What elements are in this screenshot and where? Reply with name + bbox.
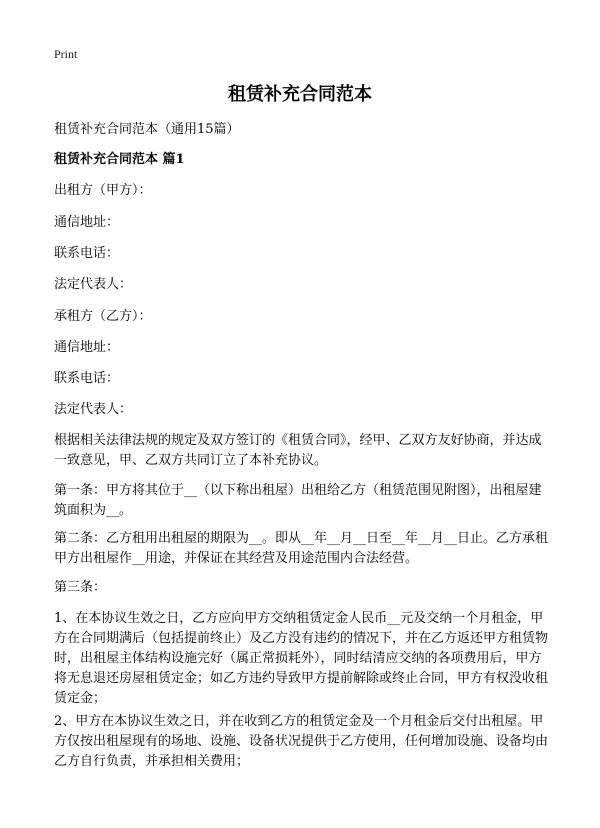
intro-paragraph: 根据相关法律法规的规定及双方签订的《租赁合同》，经甲、乙双方友好协商，并达成一致意见，甲、乙双方共同订立了本补充协议。 bbox=[54, 433, 542, 468]
lessee-rep-field: 法定代表人： bbox=[54, 402, 133, 417]
article-1-paragraph: 第一条：甲方将其位于__（以下称出租屋）出租给乙方（租赁范围见附图），出租屋建筑面积为__。 bbox=[54, 483, 542, 518]
article-3-heading: 第三条： bbox=[54, 580, 107, 595]
clause-1-paragraph: 1、在本协议生效之日，乙方应向甲方交纳租赁定金人民币__元及交纳一个月租金，甲方在合同期满后（包括提前终止）及乙方没有违约的情况下，并在乙方返还甲方租赁物时，出租屋主体结构设施完好（属正常损耗外），同时结清应交纳的各项费用后，甲方将无息退还房屋租赁定金；如乙方违约导致甲方提前解除或终止合同，甲方有权没收租赁定金； bbox=[54, 611, 549, 706]
lessor-address-field: 通信地址： bbox=[54, 215, 120, 230]
document-subtitle: 租赁补充合同范本（通用15篇） bbox=[54, 122, 240, 137]
lessor-field: 出租方（甲方）： bbox=[54, 183, 152, 198]
section-heading: 租赁补充合同范本 篇1 bbox=[54, 152, 185, 167]
lessor-rep-field: 法定代表人： bbox=[54, 277, 133, 292]
document-title: 租赁补充合同范本 bbox=[228, 84, 372, 105]
lessee-field: 承租方（乙方）： bbox=[54, 309, 152, 324]
lessor-phone-field: 联系电话： bbox=[54, 246, 120, 261]
lessee-address-field: 通信地址： bbox=[54, 340, 120, 355]
article-2-paragraph: 第二条：乙方租用出租屋的期限为__。即从__年__月__日至__年__月__日止。乙方承租甲方出租屋作__用途，并保证在其经营及用途范围内合法经营。 bbox=[54, 531, 549, 566]
lessee-phone-field: 联系电话： bbox=[54, 371, 120, 386]
clause-2-paragraph: 2、甲方在本协议生效之日，并在收到乙方的租赁定金及一个月租金后交付出租屋。甲方仅按出租屋现有的场地、设施、设备状况提供于乙方使用，任何增加设施、设备均由乙方自行负责，并承担相关费用； bbox=[54, 714, 549, 769]
print-label[interactable]: Print bbox=[54, 47, 78, 61]
